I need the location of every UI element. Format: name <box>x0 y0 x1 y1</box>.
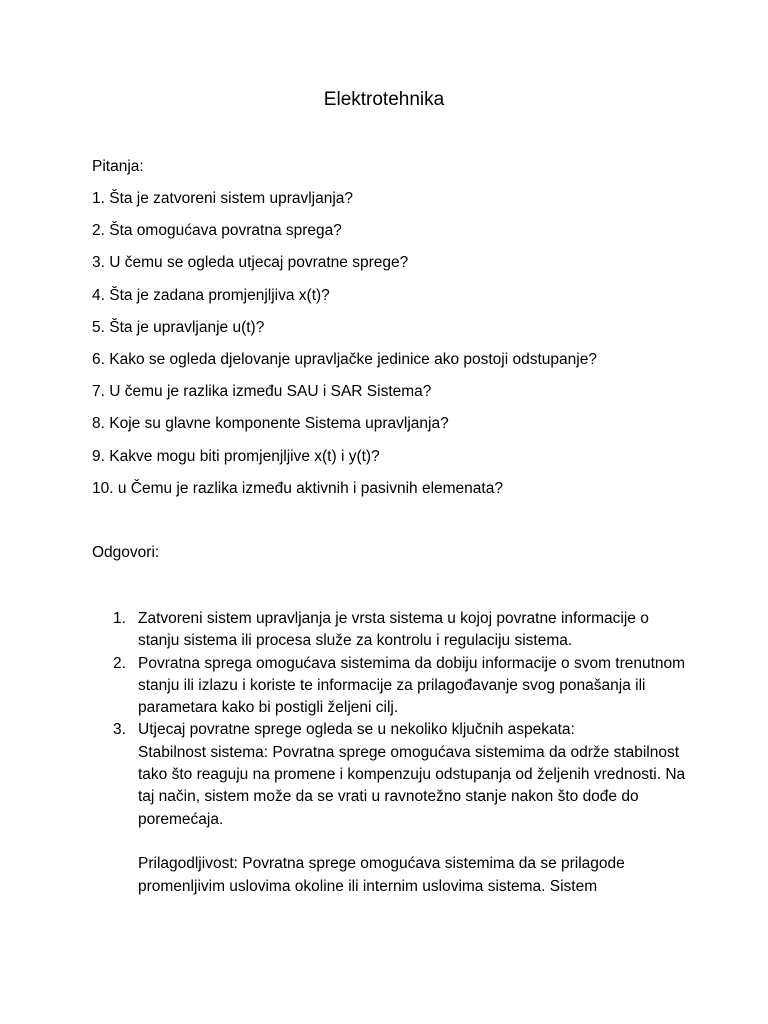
answer-text: Povratna sprega omogućava sistemima da dobiju informacije o svom trenutnom stanju ili izlazu i koriste te informacije za prilagođavanje svog ponašanja ili parametara kako bi postigli željeni cilj. <box>138 654 686 717</box>
question-item: 3. U čemu se ogleda utjecaj povratne sprege? <box>92 254 409 272</box>
question-item: 7. U čemu je razlika između SAU i SAR Sistema? <box>92 383 432 401</box>
question-item: 10. u Čemu je razlika između aktivnih i pasivnih elemenata? <box>92 479 503 497</box>
answer-number: 2. <box>113 654 126 672</box>
question-item: 8. Koje su glavne komponente Sistema upravljanja? <box>92 415 449 433</box>
questions-list <box>92 189 597 511</box>
answer-number: 3. <box>113 721 126 739</box>
answers-heading: Odgovori: <box>92 544 160 561</box>
question-item: 4. Šta je zadana promjenjljiva x(t)? <box>92 286 330 304</box>
answer-adaptability-paragraph: Prilagodljivost: Povratna sprege omogućava sistemima da se prilagode promenljivim uslovima okoline ili internim uslovima sistema. Sistem <box>138 855 625 895</box>
answer-item <box>92 719 692 897</box>
document-title: Elektrotehnika <box>323 89 445 110</box>
answer-intro: Utjecaj povratne sprege ogleda se u nekoliko ključnih aspekata: <box>138 721 575 739</box>
answer-number: 1. <box>113 610 126 627</box>
paragraph-spacer <box>138 831 692 853</box>
question-item: 5. Šta je upravljanje u(t)? <box>92 318 265 336</box>
question-item: 1. Šta je zatvoreni sistem upravljanja? <box>92 190 354 207</box>
question-item: 9. Kakve mogu biti promjenjljive x(t) i y(t)? <box>92 447 380 465</box>
answer-item <box>92 653 692 720</box>
answer-text: Zatvoreni sistem upravljanja je vrsta sistema u kojoj povratne informacije o stanju sistema ili procesa služe za kontrolu i regulaciju sistema. <box>138 610 649 650</box>
answer-item <box>92 608 692 653</box>
answer-stability-paragraph: Stabilnost sistema: Povratna sprege omogućava sistemima da održe stabilnost tako što reaguju na promene i kompenzuju odstupanja od željenih vrednosti. Na taj način, sistem može da se vrati u ravnotežno stanje nakon što dođe do poremećaja. <box>138 743 686 828</box>
question-item: 6. Kako se ogleda djelovanje upravljačke jedinice ako postoji odstupanje? <box>92 350 597 368</box>
answers-list <box>92 608 692 898</box>
question-item: 2. Šta omogućava povratna sprega? <box>92 222 342 240</box>
questions-heading: Pitanja: <box>92 158 144 175</box>
